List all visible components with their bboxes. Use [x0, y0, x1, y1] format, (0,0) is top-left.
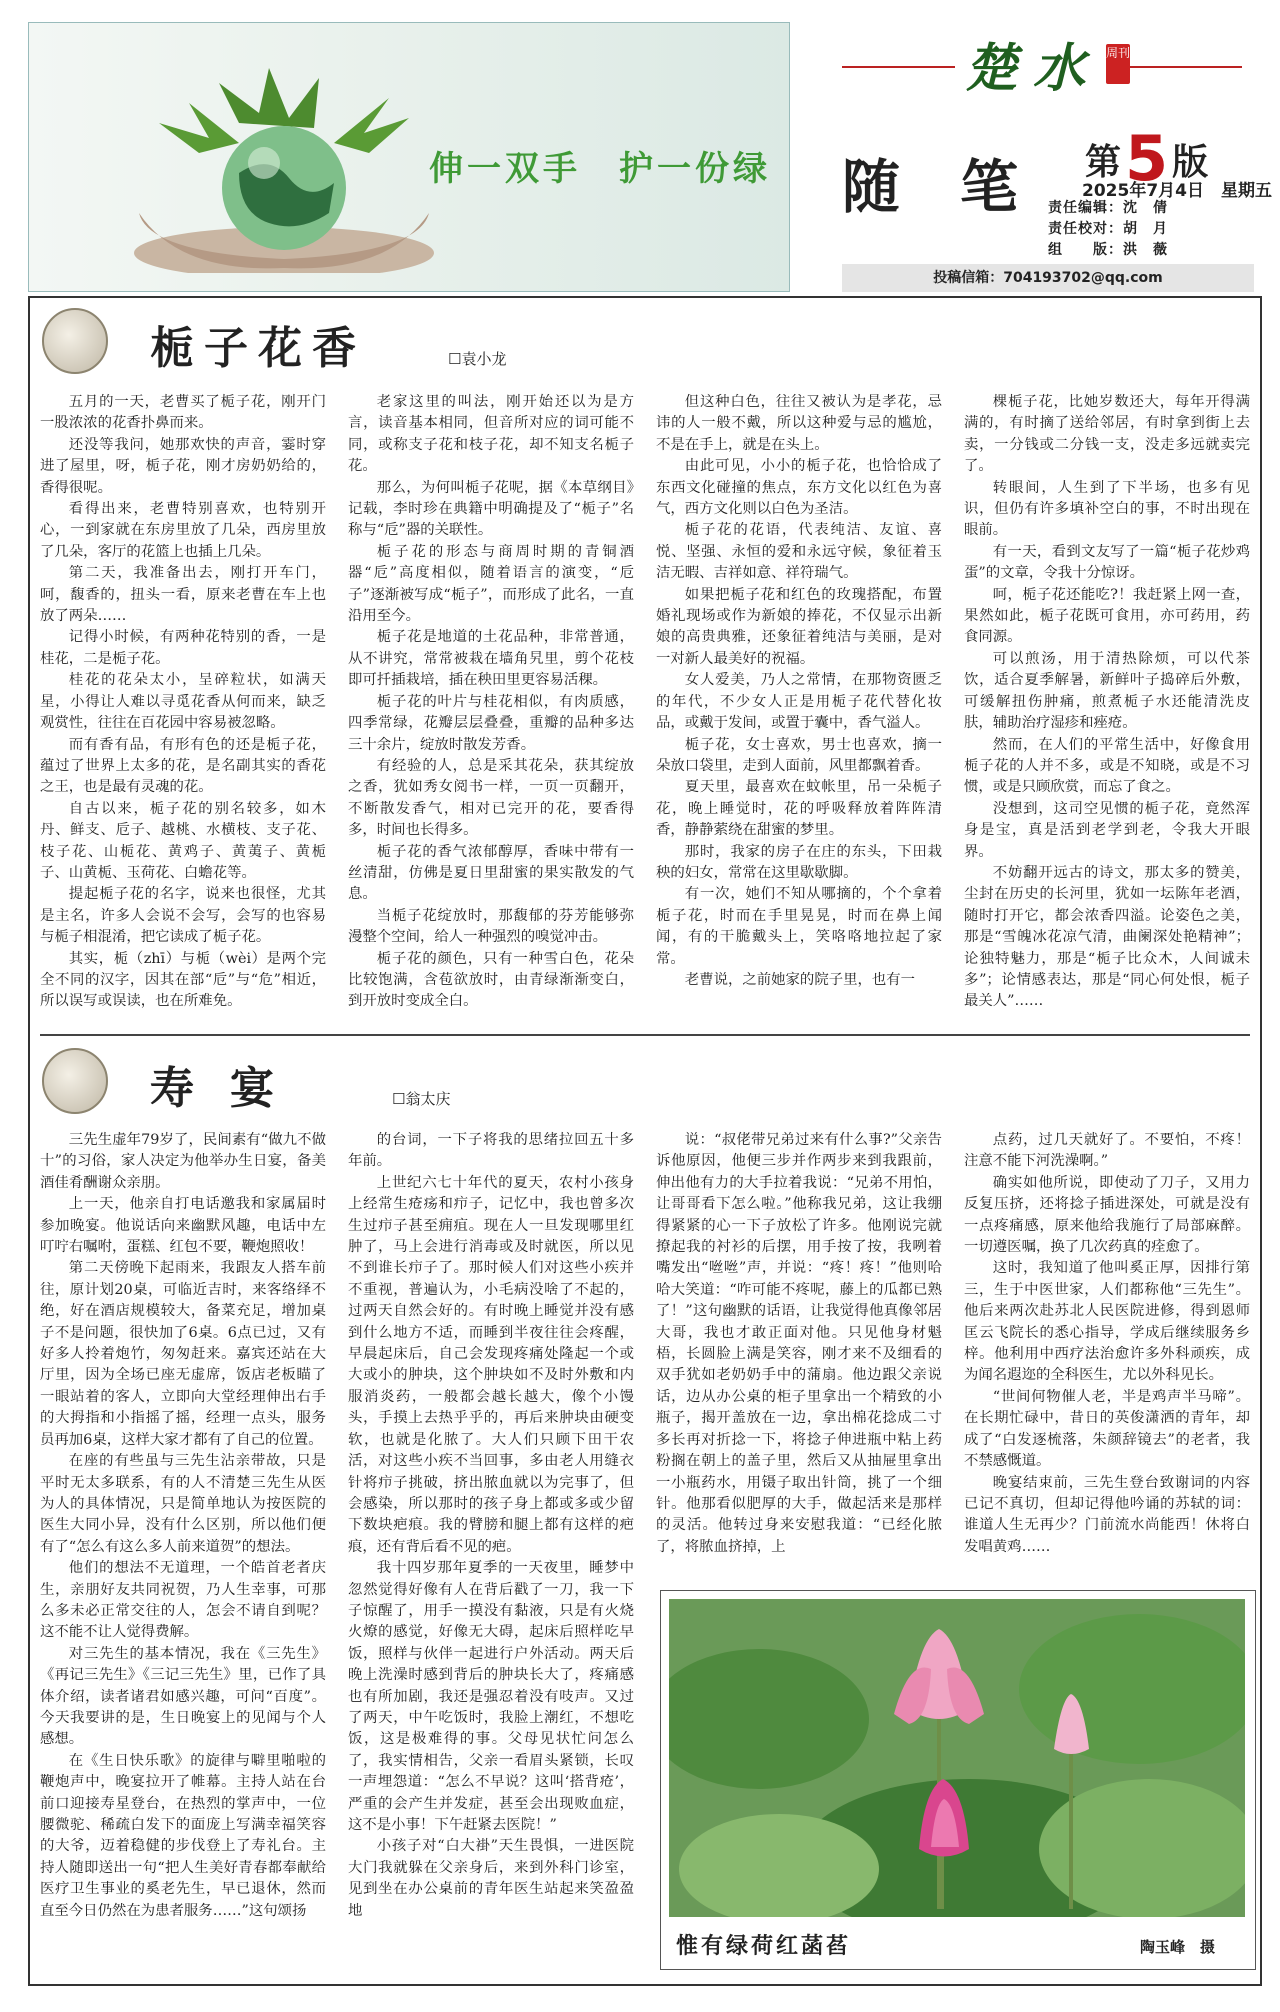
paragraph: 提起栀子花的名字，说来也很怪，尤其是主名，许多人会说不会写，会写的也容易与栀子相混淆，把它读成了栀子花。: [40, 886, 326, 946]
article1-column-2: [348, 392, 634, 1026]
paragraph: 有一次，她们不知从哪摘的，个个拿着栀子花，时而在手里晃晃，时而在鼻上闻闻，有的干脆戴头上，笑咯咯地拉起了家常。: [656, 886, 942, 967]
paragraph: 第二天，我准备出去，刚打开车门，呵，馥香的，扭头一看，原来老曹在车上也放了两朵……: [40, 565, 326, 625]
submission-email: 投稿信箱：704193702@qq.com: [842, 264, 1254, 292]
staff-layout: 组 版：洪 薇: [1048, 242, 1168, 258]
paragraph: 对三先生的基本情况，我在《三先生》《再记三先生》《三记三先生》里，已作了具体介绍，读者诸君如感兴趣，可问“百度”。今天我要讲的是，生日晚宴上的见闻与个人感想。: [40, 1645, 326, 1748]
article1-byline: ☐袁小龙: [448, 350, 507, 368]
paragraph: 由此可见，小小的栀子花，也恰恰成了东西文化碰撞的焦点，东方文化以红色为喜气，西方文化则以白色为圣洁。: [656, 458, 942, 518]
article2-column-4: [964, 1130, 1250, 1578]
paragraph: 而有香有品，有形有色的还是栀子花，蕴过了世界上太多的花，是名副其实的香花之王，也是最有灵魂的花。: [40, 736, 326, 796]
paragraph: 栀子花，女士喜欢，男士也喜欢，摘一朵放口袋里，走到人面前，风里都飘着香。: [656, 736, 942, 774]
paragraph: 没想到，这司空见惯的栀子花，竟然浑身是宝，真是活到老学到老，令我大开眼界。: [964, 800, 1250, 860]
paragraph: 可以煎汤，用于清热除烦，可以代茶饮，适合夏季解暑，新鲜叶子捣碎后外敷，可缓解扭伤肿痛，煎煮栀子水还能清洗皮肤，辅助治疗湿疹和痤疮。: [964, 650, 1250, 732]
paragraph: 不妨翻开远古的诗文，那太多的赞美，尘封在历史的长河里，犹如一坛陈年老酒，随时打开它，都会浓香四溢。论姿色之美，那是“雪魄冰花凉气清，曲阑深处艳精神”；论独特魅力，那是“栀子比众木，人间诚未多”；论情感表达，那是“同心何处恨，栀子最关人”……: [964, 864, 1250, 1010]
article1-column-4: [964, 392, 1250, 1026]
paragraph: 栀子花的颜色，只有一种雪白色，花朵比较饱满，含苞欲放时，由青绿渐渐变白，到开放时变成全白。: [348, 950, 634, 1010]
paragraph: 老曹说，之前她家的院子里，也有一: [684, 971, 916, 988]
header-banner: [28, 22, 790, 292]
paragraph: 小孩子对“白大褂”天生畏惧，一进医院大门我就躲在父亲身后，来到外科门诊室，见到坐在办公桌前的青年医生站起来笑盈盈地: [348, 1838, 634, 1919]
article-divider: [40, 1034, 1250, 1036]
paragraph: 五月的一天，老曹买了栀子花，刚开门一股浓浓的花香扑鼻而来。: [40, 394, 326, 432]
paragraph: 呵，栀子花还能吃?！我赶紧上网一查，果然如此，栀子花既可食用，亦可药用，药食同源。: [964, 586, 1250, 646]
paragraph: 栀子花的花语，代表纯洁、友谊、喜悦、坚强、永恒的爱和永远守候，象征着玉洁无暇、吉祥如意、祥符瑞气。: [656, 522, 942, 582]
paragraph: 还没等我问，她那欢快的声音，霎时穿进了屋里，呀，栀子花，刚才房奶奶给的，香得很呢。: [40, 436, 326, 496]
hands-globe-illustration: [119, 63, 449, 273]
clock-flower-icon-2: [42, 1048, 108, 1114]
article1-column-1: [40, 392, 326, 1026]
paragraph: 第二天傍晚下起雨来，我跟友人搭车前往，原计划20桌，可临近吉时，来客络绎不绝，好在酒店规模较大，备菜充足，增加桌子不是问题，很快加了6桌。6点已过，又有好多人拎着炮竹，匆匆赶来。嘉宾还站在大厅里，因为全场已座无虚席，饭店老板瞄了一眼站着的客人，立即向大堂经理伸出右手的大拇指和小指摇了摇，经理一点头，服务员再加6桌，这样大家才都有了自己的位置。: [40, 1260, 326, 1448]
paragraph: 晚宴结束前，三先生登台致谢词的内容已记不真切，但却记得他吟诵的苏轼的词：谁道人生无再少？门前流水尚能西！休将白发唱黄鸡……: [964, 1474, 1250, 1555]
paragraph: 那么，为何叫栀子花呢，据《本草纲目》记载，李时珍在典籍中明确提及了“栀子”名称与“卮”器的关联性。: [348, 479, 634, 539]
paragraph: 确实如他所说，即使动了刀子，又用力反复压挤，还将捻子插进深处，可就是没有一点疼痛感，原来他给我施行了局部麻醉。一切遵医嘱，换了几次药真的痊愈了。: [964, 1174, 1250, 1256]
paragraph: 桂花的花朵太小，呈碎粒状，如满天星，小得让人难以寻觅花香从何而来，缺乏观赏性，往往在百花园中容易被忽略。: [40, 672, 326, 732]
paragraph: 记得小时候，有两种花特别的香，一是桂花，二是栀子花。: [40, 629, 326, 667]
paragraph: 其实，栀（zhī）与栀（wèi）是两个完全不同的汉字，因其在部“卮”与“危”相近，所以误写或误读，也在所难免。: [40, 950, 326, 1010]
paragraph: 自古以来，栀子花的别名较多，如木丹、鲜支、卮子、越桃、水横枝、支子花、枝子花、山栀花、黄鸡子、黄荑子、黄栀子、山黄栀、玉荷花、白蟾花等。: [40, 800, 326, 881]
lotus-photo: [660, 1590, 1256, 1970]
paragraph: 的台词，一下子将我的思绪拉回五十多年前。: [348, 1132, 634, 1170]
paragraph: 棵栀子花，比她岁数还大，每年开得满满的，有时摘了送给邻居，有时拿到街上去卖，一分钱或二分钱一支，没走多远就卖完了。: [964, 394, 1250, 475]
paragraph: 但这种白色，往往又被认为是孝花，忌讳的人一般不戴，所以这种爱与忌的尴尬，不是在手上，就是在头上。: [656, 394, 942, 453]
paragraph: 然而，在人们的平常生活中，好像食用栀子花的人并不多，或是不知晓，或是不习惯，或是只顾欣赏，而忘了食之。: [964, 736, 1250, 796]
article2-column-3: [656, 1130, 942, 1578]
staff-list: [1048, 198, 1168, 261]
paragraph: 栀子花的叶片与桂花相似，有肉质感，四季常绿，花瓣层层叠叠，重瓣的品种多达三十余片，绽放时散发芳香。: [348, 693, 634, 753]
paragraph: 女人爱美，乃人之常情，在那物资匮乏的年代，不少女人正是用栀子花代替化妆品，或戴于发间，或置于囊中，香气溢人。: [656, 672, 942, 732]
paragraph: 那时，我家的房子在庄的东头，下田栽秧的妇女，常常在这里歇歇脚。: [656, 843, 942, 881]
paragraph: 栀子花的香气浓郁醇厚，香味中带有一丝清甜，仿佛是夏日里甜蜜的果实散发的气息。: [348, 843, 634, 903]
lotus-image: [669, 1599, 1245, 1917]
paragraph: “世间何物催人老，半是鸡声半马啼”。在长期忙碌中，昔日的英俊潇洒的青年，却成了“白发逐梳落，朱颜辞镜去”的老者，我不禁感慨道。: [964, 1388, 1250, 1470]
masthead-title: 楚水: [955, 26, 1111, 101]
section-title: 随笔: [842, 153, 1079, 221]
edition-prefix: 第: [1085, 142, 1122, 183]
photo-caption: 惟有绿荷红菡萏: [676, 1933, 852, 1959]
paragraph: 栀子花是地道的土花品种，非常普通，从不讲究，常常被栽在墙角旯里，剪个花枝即可扦插栽培，插在秧田里更容易活稞。: [348, 629, 634, 689]
paragraph: 当栀子花绽放时，那馥郁的芬芳能够弥漫整个空间，给人一种强烈的嗅觉冲击。: [348, 907, 634, 946]
edition-suffix: 版: [1172, 142, 1209, 183]
paragraph: 上一天，他亲自打电话邀我和家属届时参加晚宴。他说话向来幽默风趣，电话中左叮咛右嘱咐，蛋糕、红包不要，鞭炮照收！: [40, 1196, 326, 1256]
clock-flower-icon: [42, 308, 108, 374]
paragraph: 我十四岁那年夏季的一天夜里，睡梦中忽然觉得好像有人在背后戳了一刀，我一下子惊醒了，用手一摸没有黏液，只是有火烧火燎的感觉，好像无大碍，起床后照样吃早饭，照样与伙伴一起进行户外活动。两天后晚上洗澡时感到背后的肿块长大了，疼痛感也有所加剧，我还是强忍着没有吱声。又过了两天，中午吃饭时，我脸上潮红，不想吃饭，这是极难得的事。父母见状忙问怎么了，我实情相告，父亲一看眉头紧锁，长叹一声埋怨道：“怎么不早说？这叫‘搭背疮’，严重的会产生并发症，甚至会出现败血症，这不是小事！下午赶紧去医院！”: [348, 1560, 634, 1833]
article1-column-3: [656, 392, 942, 1026]
paragraph: 在座的有些虽与三先生沾亲带故，只是平时无太多联系，有的人不清楚三先生从医为人的具体情况，只是简单地认为按医院的医生大同小异，没有什么区别，所以他们便有了“怎么有这么多人前来道贺”的想法。: [40, 1453, 326, 1555]
edition-number: 5: [1125, 122, 1169, 195]
article1-title: 栀子花香: [150, 323, 366, 374]
paragraph: 在《生日快乐歌》的旋律与噼里啪啦的鞭炮声中，晚宴拉开了帷幕。主持人站在台前口迎接寿星登台，在热烈的掌声中，一位腰微驼、稀疏白发下的面庞上写满幸福笑容的大爷，迈着稳健的步伐登上了寿礼台。主持人随即送出一句“把人生美好青春都奉献给医疗卫生事业的奚老先生，早已退休，然而直至今日仍然在为患者服务……”这句颂扬: [40, 1752, 326, 1919]
banner-slogan: 伸一双手 护一份绿: [429, 149, 771, 189]
paragraph: 这时，我知道了他叫奚正厚，因排行第三，生于中医世家，人们都称他“三先生”。他后来两次赴苏北人民医院进修，得到恩师匡云飞院长的悉心指导，学成后继续服务乡梓。他利用中西疗法治愈许多外科顽疾，成为闻名遐迩的全科医生，尤以外科见长。: [964, 1260, 1250, 1384]
paragraph: 有经验的人，总是采其花朵，获其绽放之香，犹如秀女阅书一样，一页一页翻开，不断散发香气，相对已完开的花，要香得多，时间也长得多。: [348, 757, 634, 839]
paragraph: 看得出来，老曹特别喜欢，也特别开心，一到家就在东房里放了几朵，西房里放了几朵，客厅的花篮上也插上几朵。: [40, 501, 326, 560]
photo-credit: 陶玉峰 摄: [1140, 1938, 1216, 1956]
paragraph: 如果把栀子花和红色的玫瑰搭配，布置婚礼现场或作为新娘的捧花，不仅显示出新娘的高贵典雅，还象征着纯洁与美丽，是对一对新人最美好的祝福。: [656, 586, 942, 667]
article2-column-2: [348, 1130, 634, 1978]
paragraph: 他们的想法不无道理，一个皓首老者庆生，亲朋好友共同祝贺，乃人生幸事，可那么多未必正常交往的人，怎会不请自到呢？这不能不让人觉得费解。: [40, 1560, 326, 1641]
paragraph: 夏天里，最喜欢在蚊帐里，吊一朵栀子花，晚上睡觉时，花的呼吸释放着阵阵清香，静静萦绕在甜蜜的梦里。: [656, 779, 942, 839]
article2-title: 寿宴: [150, 1063, 310, 1114]
weekly-badge: 周刊: [1106, 44, 1130, 84]
staff-editor: 责任编辑：沈 倩: [1048, 200, 1168, 216]
paragraph: 三先生虚年79岁了，民间素有“做九不做十”的习俗，家人决定为他举办生日宴，备美酒佳肴酬谢众亲朋。: [40, 1132, 326, 1191]
article2-column-1: [40, 1130, 326, 1978]
paragraph: 老家这里的叫法，刚开始还以为是方言，读音基本相同，但音所对应的词可能不同，或称支子花和枝子花，却不知支名栀子花。: [348, 394, 634, 475]
paragraph: 栀子花的形态与商周时期的青铜酒器“卮”高度相似，随着语言的演变，“卮子”逐渐被写成“栀子”，而形成了此名，一直沿用至今。: [348, 543, 634, 625]
staff-proofreader: 责任校对：胡 月: [1048, 221, 1168, 237]
paragraph: 转眼间，人生到了下半场，也多有见识，但仍有许多填补空白的事，不时出现在眼前。: [964, 479, 1250, 539]
paragraph: 说：“叔佬带兄弟过来有什么事?”父亲告诉他原因，他便三步并作两步来到我跟前，伸出他有力的大手拉着我说：“兄弟不用怕，让哥哥看下怎么啦。”他称我兄弟，这让我绷得紧紧的心一下子放松了许多。他刚说完就撩起我的衬衫的后摆，用手按了按，我咧着嘴发出“咝咝”声，并说：“疼！疼！”他则哈哈大笑道：“咋可能不疼呢，藤上的瓜都已熟了！”这句幽默的话语，让我觉得他真像邻居大哥，我也才敢正面对他。只见他身材魁梧，长圆脸上满是笑容，刚才来不及细看的双手犹如老奶奶手中的蒲扇。他边跟父亲说话，边从办公桌的柜子里拿出一个精致的小瓶子，揭开盖放在一边，拿出棉花捻成二寸多长再对折捻一下，将捻子伸进瓶中粘上药粉搁在朝上的盖子里，然后又从抽屉里拿出一小瓶药水，用镊子取出针筒，挑了一个细针。他那看似肥厚的大手，做起活来是那样的灵活。他转过身来安慰我道：“已经化脓了，将脓血挤掉，上: [656, 1132, 942, 1555]
paragraph: 上世纪六七十年代的夏天，农村小孩身上经常生疮疡和疖子，记忆中，我也曾多次生过疖子甚至痈疽。现在人一旦发现哪里红肿了，马上会进行消毒或及时就医，所以见不到谁长疖子了。那时候人们对这些小疾并不重视，普遍认为，小毛病没啥了不起的，过两天自然会好的。有时晚上睡觉并没有感到什么地方不适，而睡到半夜往往会疼醒，早晨起床后，自己会发现疼痛处隆起一个或大或小的肿块，这个肿块如不及时外敷和内服消炎药，一般都会越长越大，像个小馒头，手摸上去热乎乎的，再后来肿块由硬变软，也就是化脓了。大人们只顾下田干农活，对这些小疾不当回事，多由老人用缝衣针将疖子挑破，挤出脓血就以为完事了，但会感染，所以那时的孩子身上都或多或少留下数块疤痕。我的臂膀和腿上都有这样的疤痕，还有背后看不见的疤。: [348, 1174, 634, 1555]
article2-byline: ☐翁太庆: [392, 1090, 451, 1108]
issue-date: 2025年7月4日 星期五: [1082, 181, 1272, 201]
paragraph: 点药，过几天就好了。不要怕，不疼！注意不能下河洗澡啊。”: [964, 1132, 1250, 1170]
paragraph: 有一天，看到文友写了一篇“栀子花炒鸡蛋”的文章，令我十分惊讶。: [964, 543, 1250, 582]
